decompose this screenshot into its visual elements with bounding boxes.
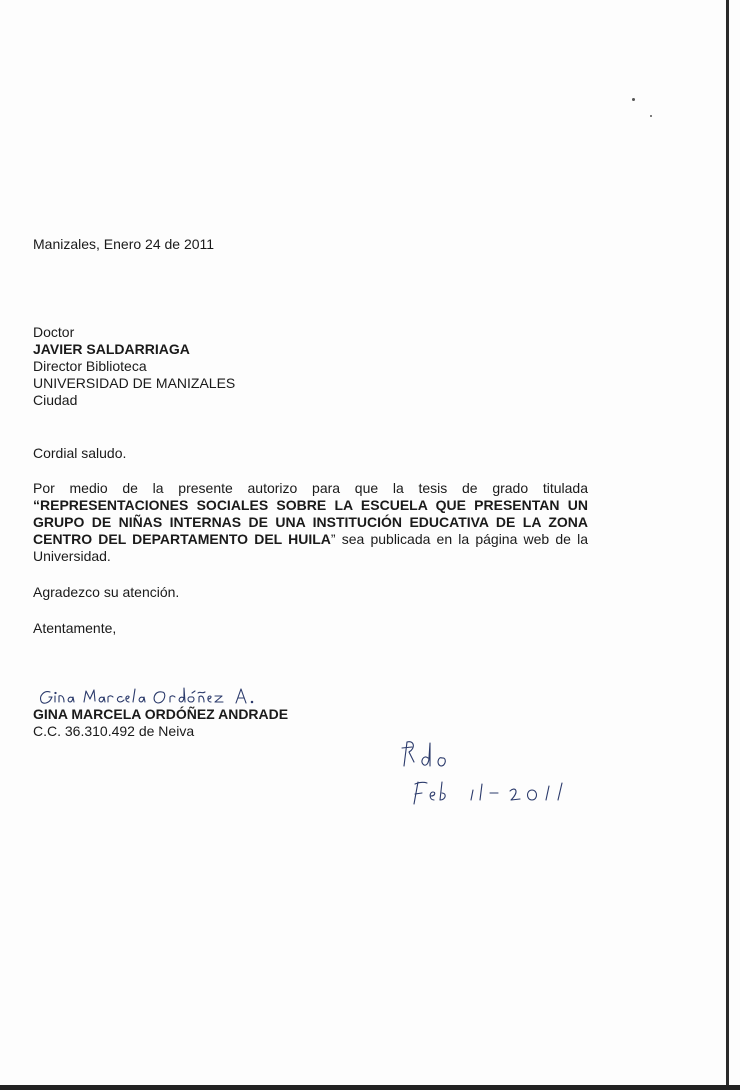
scan-edge-bottom — [0, 1085, 740, 1090]
received-annotation — [398, 738, 618, 808]
scan-speck — [632, 98, 635, 101]
recipient-position: Director Biblioteca — [33, 358, 147, 374]
greeting: Cordial saludo. — [33, 445, 127, 461]
signatory-name: GINA MARCELA ORDÓÑEZ ANDRADE — [33, 706, 289, 722]
scan-speck — [650, 115, 652, 117]
signatory-id: C.C. 36.310.492 de Neiva — [33, 723, 195, 739]
letter-date: Manizales, Enero 24 de 2011 — [33, 236, 215, 252]
recipient-title: Doctor — [33, 324, 75, 340]
recipient-city: Ciudad — [33, 392, 78, 408]
body-intro: Por medio de la presente autorizo para que la tesis de grado titulada — [33, 480, 588, 496]
recipient-block — [33, 324, 588, 409]
recipient-name: JAVIER SALDARRIAGA — [33, 341, 190, 357]
closing-line: Atentamente, — [33, 620, 117, 636]
body-outro: ” sea publicada en la página web de la Universidad. — [33, 531, 589, 564]
thesis-title: “REPRESENTACIONES SOCIALES SOBRE LA ESCUELA QUE PRESENTAN UN GRUPO DE NIÑAS INTERNAS DE UNA INSTITUCIÓN EDUCATIVA DE LA ZONA CENTRO DEL DEPARTAMENTO DEL HUILA — [33, 497, 588, 547]
recipient-institution: UNIVERSIDAD DE MANIZALES — [33, 375, 236, 391]
thanks-line: Agradezco su atención. — [33, 584, 180, 600]
handwritten-signature — [36, 684, 276, 708]
body-paragraph — [33, 480, 588, 565]
scan-edge-right — [726, 0, 729, 1090]
